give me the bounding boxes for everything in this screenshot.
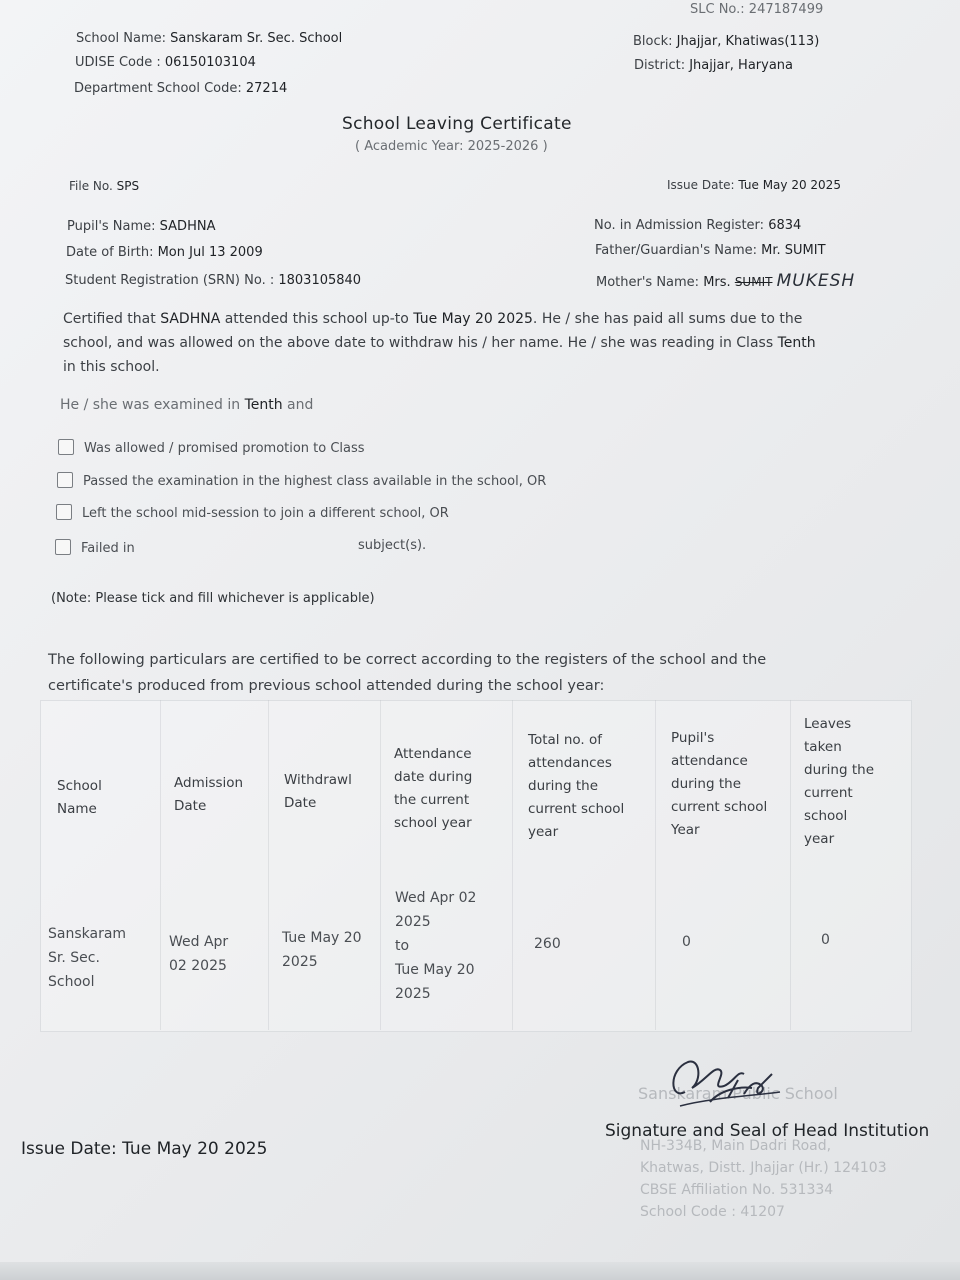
cell-line: 2025 <box>395 914 431 930</box>
school-name-line <box>76 31 342 46</box>
signature-label: Signature and Seal of Head Institution <box>605 1121 930 1141</box>
row-withdrawl-date <box>282 926 362 974</box>
header-line: Withdrawl <box>284 772 352 788</box>
header-line: Total no. of <box>528 732 602 748</box>
header-line: Pupil's <box>671 730 715 746</box>
option-passed[interactable] <box>57 472 546 489</box>
admission-register-line <box>594 218 801 233</box>
header-pupil-attendance <box>671 727 767 842</box>
header-attendance-date <box>394 743 472 835</box>
row-total-attendances: 260 <box>534 936 561 952</box>
option-promotion[interactable] <box>58 439 365 456</box>
udise-value: 06150103104 <box>164 55 256 70</box>
school-name-label: School Name: <box>76 31 171 46</box>
table-divider <box>512 700 513 1030</box>
father-name-value: Mr. SUMIT <box>761 243 826 258</box>
header-line: Leaves <box>804 716 852 732</box>
table-divider <box>268 700 269 1030</box>
row-school-name <box>48 922 126 994</box>
issue-date-value: Tue May 20 2025 <box>738 178 841 192</box>
mother-handwritten-name: MUKESH <box>776 271 856 291</box>
certified-text-c: . He / she has paid all sums due to the <box>532 311 803 327</box>
block-label: Block: <box>633 34 677 49</box>
certificate-title: School Leaving Certificate <box>342 114 572 134</box>
examined-class: Tenth <box>244 397 283 413</box>
district-label: District: <box>634 58 690 73</box>
cell-line: to <box>395 938 410 954</box>
option-label: Passed the examination in the highest class available in the school, OR <box>83 474 547 489</box>
header-line: school year <box>394 815 472 831</box>
admission-register-label: No. in Admission Register: <box>594 218 769 233</box>
table-divider <box>655 700 656 1030</box>
header-line: year <box>528 824 559 840</box>
table-divider <box>790 700 791 1030</box>
cell-line: Tue May 20 <box>282 930 362 946</box>
option-label: Failed in <box>81 541 135 556</box>
dob-label: Date of Birth: <box>66 245 158 260</box>
examined-line <box>60 397 313 413</box>
dob-line <box>66 245 263 260</box>
header-line: current <box>804 785 853 801</box>
header-line: Attendance <box>394 746 472 762</box>
examined-text: He / she was examined in <box>60 397 245 413</box>
father-name-label: Father/Guardian's Name: <box>595 243 762 258</box>
header-line: School <box>57 778 102 794</box>
cell-line: School <box>48 974 95 990</box>
certified-date: Tue May 20 2025 <box>413 311 533 327</box>
srn-label: Student Registration (SRN) No. : <box>65 273 279 288</box>
particulars-line-2: certificate's produced from previous school attended during the school year: <box>48 678 605 694</box>
option-left-school[interactable] <box>56 504 449 521</box>
cell-line: Tue May 20 <box>395 962 475 978</box>
academic-year: ( Academic Year: 2025-2026 ) <box>355 139 548 154</box>
admission-register-value: 6834 <box>768 218 802 233</box>
option-label: Left the school mid-session to join a different school, OR <box>82 506 449 521</box>
checkbox[interactable] <box>55 539 71 555</box>
header-line: Name <box>57 801 97 817</box>
block-line <box>633 34 819 49</box>
header-line: current school <box>671 799 768 815</box>
certified-text-d: school, and was allowed on the above date to withdraw his / her name. He / she was reading in Class <box>63 335 778 351</box>
certified-class: Tenth <box>777 335 816 351</box>
header-line: date during <box>394 769 473 785</box>
header-line: the current <box>394 792 470 808</box>
header-line: current school <box>528 801 625 817</box>
option-failed-suffix: subject(s). <box>358 538 427 553</box>
checkbox[interactable] <box>56 504 72 520</box>
row-leaves-taken: 0 <box>821 932 830 948</box>
udise-line <box>75 55 256 70</box>
particulars-paragraph <box>48 647 868 699</box>
header-line: during the <box>671 776 741 792</box>
checkbox[interactable] <box>58 439 74 455</box>
slc-number-text: SLC No.: 247187499 <box>690 2 824 17</box>
seal-line: School Code : 41207 <box>640 1204 785 1220</box>
issue-date-bottom: Issue Date: Tue May 20 2025 <box>21 1139 268 1159</box>
file-no-label: File No. <box>69 179 117 193</box>
cell-line: 2025 <box>282 954 318 970</box>
dob-value: Mon Jul 13 2009 <box>157 245 263 260</box>
header-withdrawl-date <box>284 769 352 815</box>
cell-line: 02 2025 <box>169 958 227 974</box>
header-line: school <box>804 808 848 824</box>
father-name-line <box>595 243 826 258</box>
cell-line: Wed Apr 02 <box>395 890 477 906</box>
mother-struck-name: SUMIT <box>734 275 773 289</box>
header-line: attendance <box>671 753 748 769</box>
file-no-line <box>69 179 139 193</box>
seal-line: NH-334B, Main Dadri Road, <box>640 1138 832 1154</box>
page-bottom-edge <box>0 1262 960 1280</box>
header-leaves-taken <box>804 713 874 851</box>
school-name-value: Sanskaram Sr. Sec. School <box>170 31 343 46</box>
issue-date-top <box>667 178 841 192</box>
seal-line: Sanskaram Public School <box>638 1084 838 1103</box>
cell-line: 2025 <box>395 986 431 1002</box>
slc-number <box>690 2 823 17</box>
dept-code-line <box>74 81 287 96</box>
district-line <box>634 58 793 73</box>
mother-prefix: Mrs. <box>703 275 731 290</box>
header-line: during the <box>528 778 598 794</box>
certified-paragraph <box>63 307 863 379</box>
checkbox[interactable] <box>57 472 73 488</box>
option-failed[interactable] <box>55 539 135 556</box>
header-line: taken <box>804 739 842 755</box>
header-admission-date <box>174 772 243 818</box>
header-line: during the <box>804 762 874 778</box>
table-divider <box>160 700 161 1030</box>
particulars-line-1: The following particulars are certified to be correct according to the registers of the school and the <box>48 652 767 668</box>
table-divider <box>380 700 381 1030</box>
row-attendance-date <box>395 886 476 1006</box>
block-value: Jhajjar, Khatiwas(113) <box>676 34 820 49</box>
srn-line <box>65 273 361 288</box>
header-line: Admission <box>174 775 244 791</box>
header-line: Date <box>284 795 317 811</box>
issue-date-label: Issue Date: <box>667 178 739 192</box>
note: (Note: Please tick and fill whichever is applicable) <box>51 591 375 606</box>
header-school-name <box>57 775 102 821</box>
row-pupil-attendance: 0 <box>682 934 691 950</box>
file-no-value: SPS <box>116 179 140 193</box>
pupil-name-line <box>67 219 215 234</box>
seal-line: CBSE Affiliation No. 531334 <box>640 1182 834 1198</box>
pupil-name-label: Pupil's Name: <box>67 219 160 234</box>
dept-code-label: Department School Code: <box>74 81 246 96</box>
examined-suffix: and <box>282 397 314 413</box>
certified-text-e: in this school. <box>63 359 160 375</box>
certified-name: SADHNA <box>160 311 221 327</box>
mother-name-label: Mother's Name: <box>596 275 704 290</box>
signature-icon <box>640 1040 800 1120</box>
dept-code-value: 27214 <box>245 81 288 96</box>
seal-line: Khatwas, Distt. Jhajjar (Hr.) 124103 <box>640 1160 887 1176</box>
cell-line: Sr. Sec. <box>48 950 100 966</box>
mother-name-line <box>596 271 855 291</box>
header-line: Date <box>174 798 207 814</box>
certified-text-a: Certified that <box>63 311 161 327</box>
pupil-name-value: SADHNA <box>159 219 216 234</box>
cell-line: Wed Apr <box>169 934 229 950</box>
header-line: year <box>804 831 835 847</box>
row-admission-date <box>169 930 228 978</box>
option-label: Was allowed / promised promotion to Class <box>84 441 365 456</box>
header-total-attendances <box>528 729 624 844</box>
certified-text-b: attended this school up-to <box>220 311 414 327</box>
srn-value: 1803105840 <box>278 273 362 288</box>
udise-label: UDISE Code : <box>75 55 165 70</box>
cell-line: Sanskaram <box>48 926 127 942</box>
district-value: Jhajjar, Haryana <box>689 58 794 73</box>
header-line: attendances <box>528 755 612 771</box>
header-line: Year <box>671 822 700 838</box>
